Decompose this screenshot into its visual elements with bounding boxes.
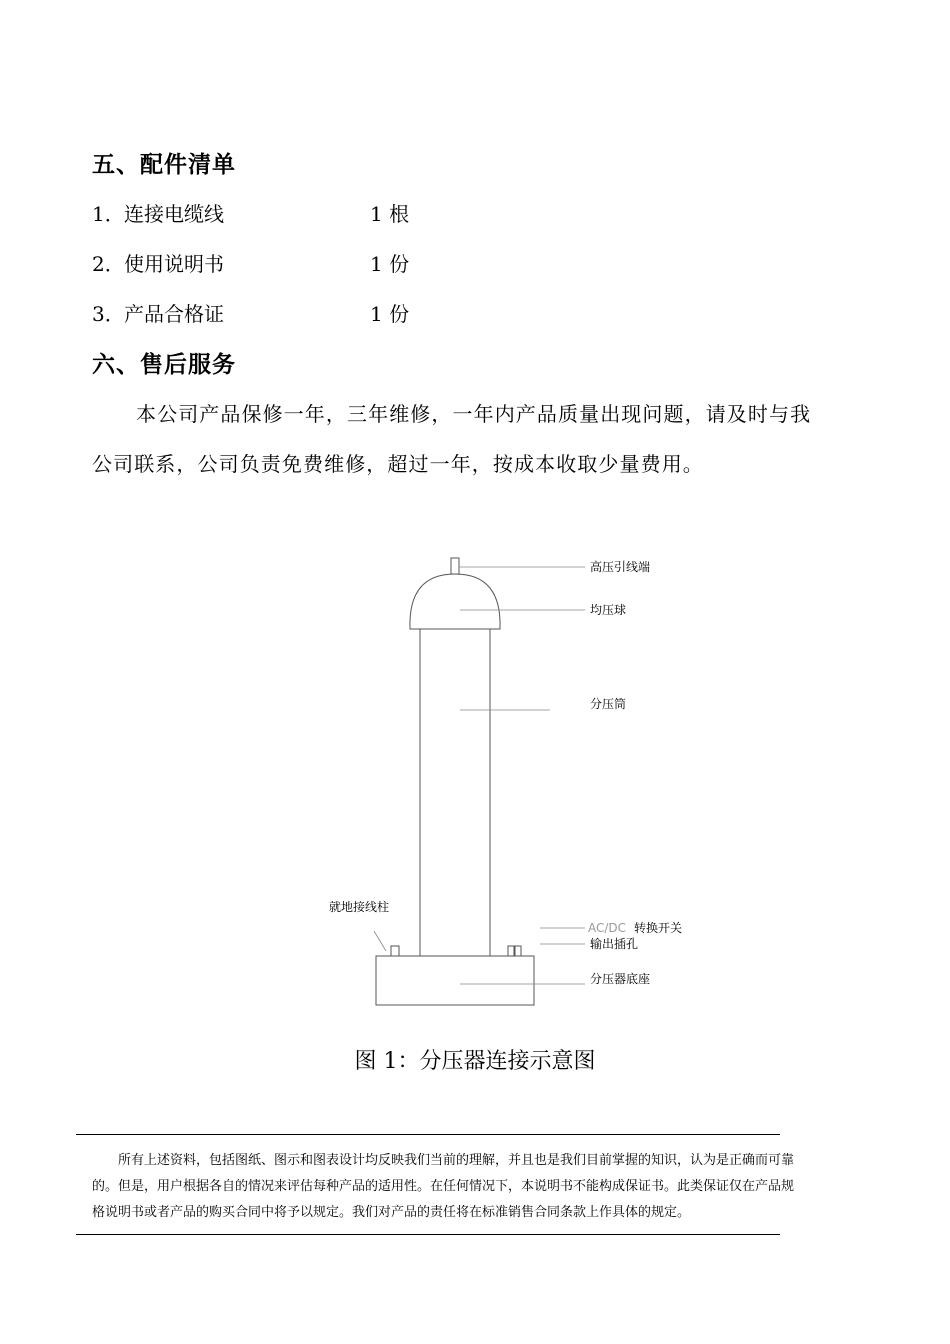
item-name: 产品合格证	[124, 302, 224, 326]
divider-diagram	[300, 545, 700, 1015]
hv-terminal-shape	[451, 558, 459, 574]
disclaimer-line: 的。但是，用户根据各自的情况来评估每种产品的适用性。在任何情况下，本说明书不能构成保证书。此类保证仅在产品规	[92, 1179, 795, 1194]
paragraph-line: 公司联系，公司负责免费维修，超过一年，按成本收取少量费用。	[92, 452, 704, 476]
item-quantity: 1 根	[370, 202, 410, 226]
item-number: 1．	[92, 202, 125, 226]
item-name: 连接电缆线	[124, 202, 224, 226]
item-number: 3．	[92, 302, 125, 326]
divider-base-label: 分压器底座	[590, 972, 651, 986]
ground-post-label: 就地接线柱	[329, 900, 390, 914]
acdc-switch-label-prefix: AC/DC	[588, 921, 627, 935]
list-item	[92, 198, 512, 226]
item-name: 使用说明书	[124, 252, 224, 276]
disclaimer-line: 所有上述资料，包括图纸、图示和图表设计均反映我们当前的理解，并且也是我们目前掌握的知识，认为是正确而可靠	[118, 1153, 795, 1168]
grading-ball-label: 均压球	[590, 603, 627, 617]
item-number: 2．	[92, 252, 125, 276]
divider-tube-shape	[420, 629, 490, 956]
hv-terminal-label: 高压引线端	[590, 560, 651, 574]
list-item	[92, 248, 512, 276]
acdc-switch-label: 转换开关	[634, 921, 683, 935]
output-jack-shape	[508, 946, 514, 956]
ground-post-shape	[391, 946, 399, 956]
output-jack-label: 输出插孔	[590, 937, 639, 951]
section-6-title: 六、售后服务	[92, 352, 236, 378]
item-quantity: 1 份	[370, 302, 410, 326]
divider-tube-label: 分压筒	[590, 697, 627, 711]
divider-base-shape	[376, 956, 534, 1005]
item-quantity: 1 份	[370, 252, 410, 276]
section-5-title: 五、配件清单	[92, 152, 236, 178]
bottom-divider	[76, 1234, 780, 1235]
figure-caption: 图 1：分压器连接示意图	[354, 1049, 596, 1074]
paragraph-line: 本公司产品保修一年，三年维修，一年内产品质量出现问题，请及时与我	[136, 402, 812, 426]
disclaimer	[92, 1148, 862, 1226]
disclaimer-line: 格说明书或者产品的购买合同中将予以规定。我们对产品的责任将在标准销售合同条款上作具体的规定。	[92, 1205, 691, 1220]
service-paragraph	[92, 398, 862, 478]
list-item	[92, 298, 512, 326]
top-divider	[76, 1134, 780, 1135]
grading-ball-shape	[410, 574, 500, 629]
output-jack-shape	[515, 946, 521, 956]
